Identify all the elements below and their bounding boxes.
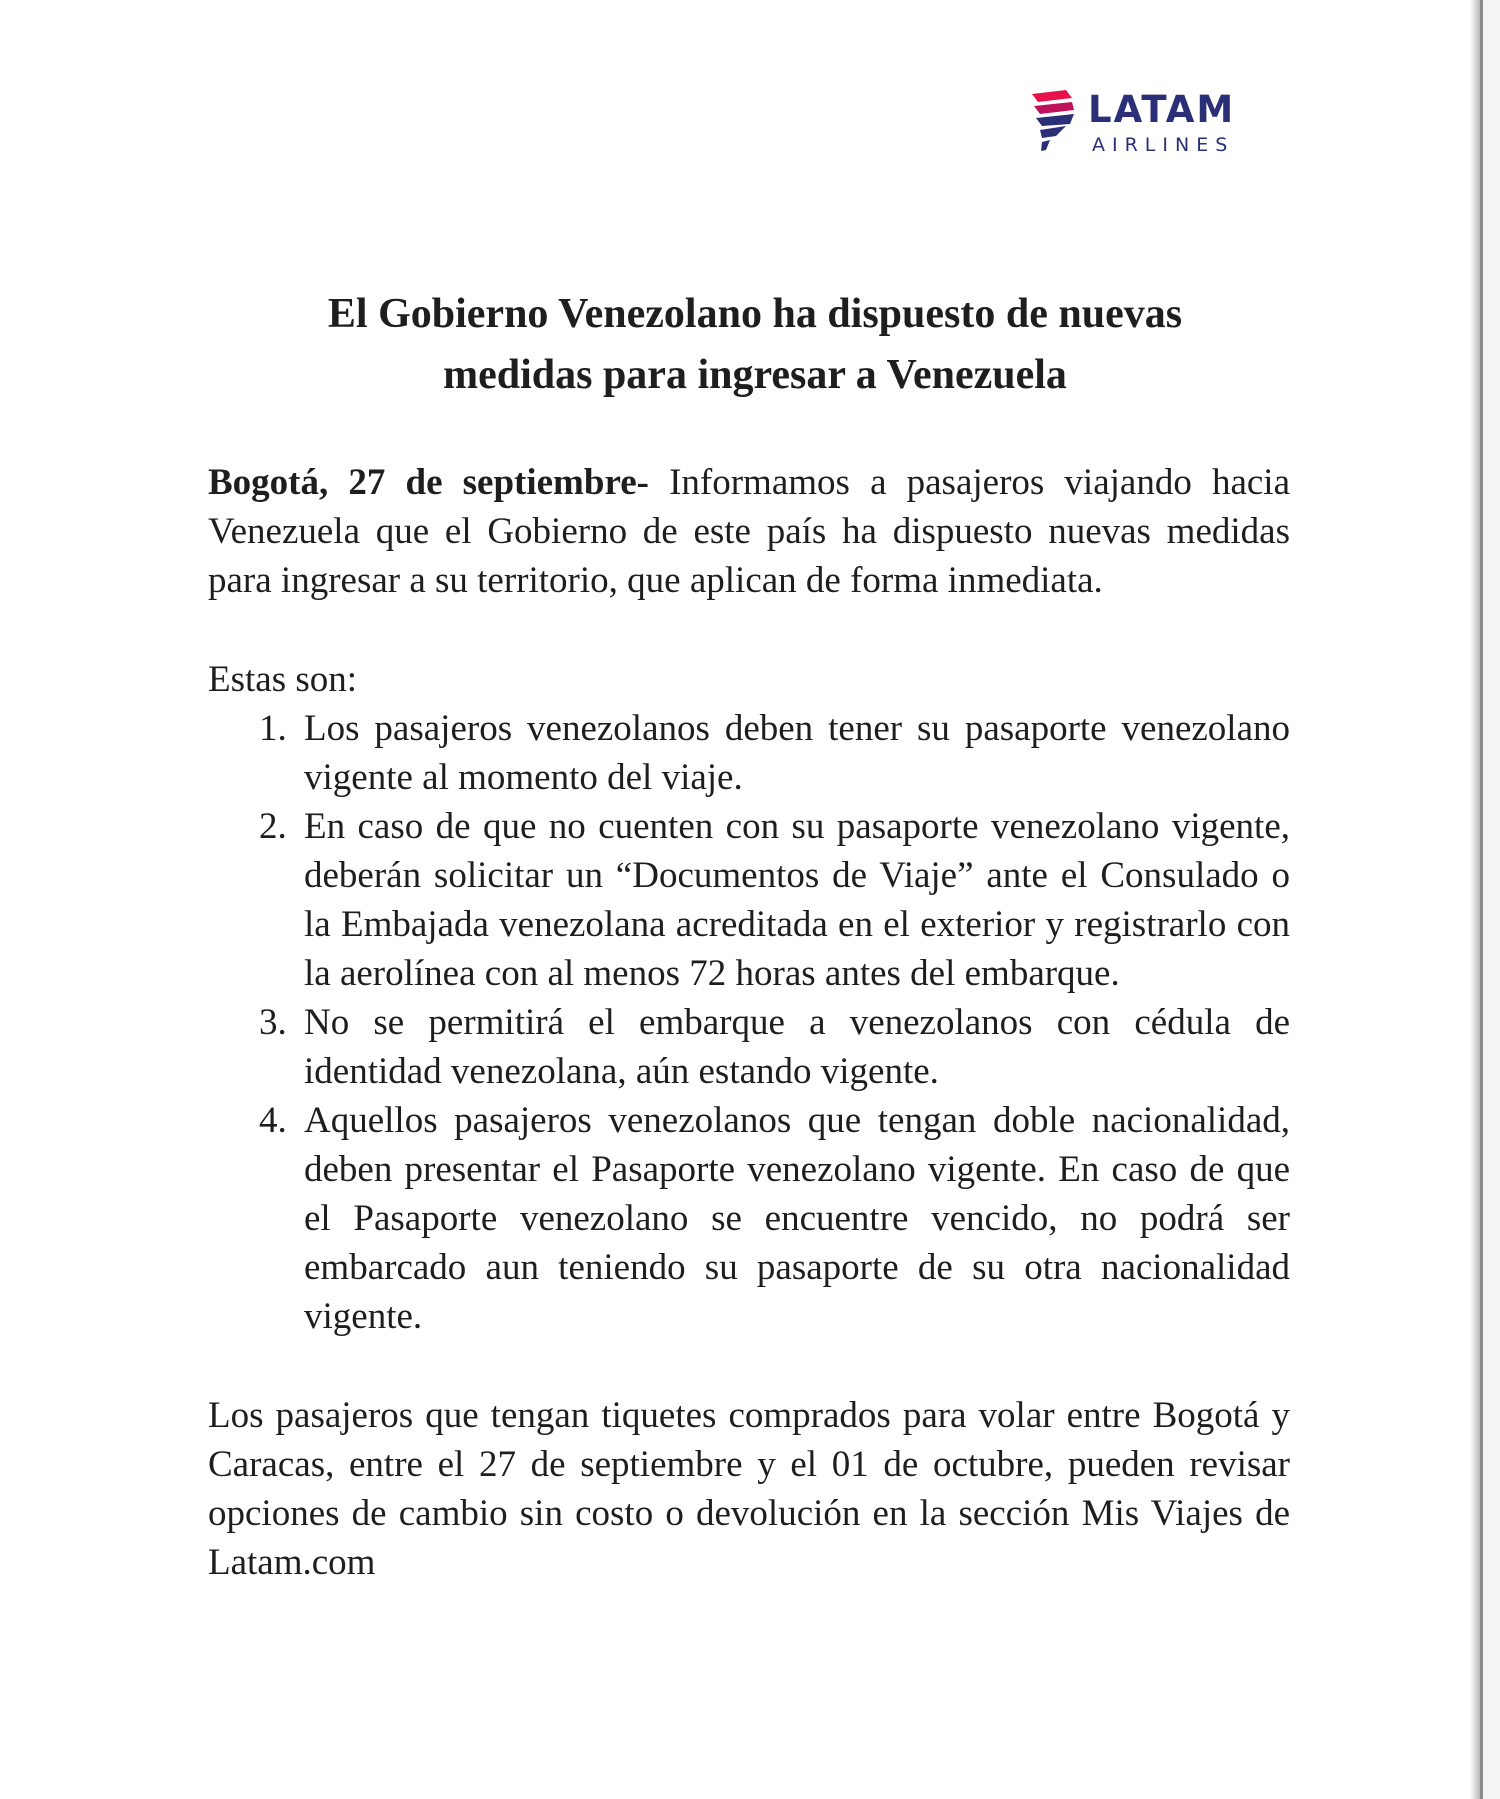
page-outer-margin [1483, 0, 1500, 1799]
measure-item-2: 2. En caso de que no cuenten con su pasaporte venezolano vigente, deberán solicitar un “Documentos de Viaje” ante el Consulado o la Embajada venezolana acreditada en el exterior y registrarlo con la aerolínea con al menos 72 horas antes del embarque. [296, 802, 1290, 998]
document-title [190, 284, 1320, 406]
title-line-1: El Gobierno Venezolano ha dispuesto de nuevas [327, 291, 1183, 337]
title-line-2: medidas para ingresar a Venezuela [443, 352, 1067, 398]
measure-item-3: 3. No se permitirá el embarque a venezolanos con cédula de identidad venezolana, aún estando vigente. [296, 998, 1290, 1096]
dateline: Bogotá, 27 de septiembre- [208, 462, 649, 503]
document-body [208, 458, 1290, 1587]
measures-label: Estas son: [208, 659, 358, 700]
measure-item-1: 1. Los pasajeros venezolanos deben tener su pasaporte venezolano vigente al momento del viaje. [296, 704, 1290, 802]
intro-paragraph [208, 458, 1290, 605]
intro-text: Informamos a pasajeros viajando hacia Venezuela que el Gobierno de este país ha dispuesto nuevas medidas para ingresar a su territorio, que aplican de forma inmediata. [208, 462, 1290, 601]
measure-item-4: 4. Aquellos pasajeros venezolanos que tengan doble nacionalidad, deben presentar el Pasaporte venezolano vigente. En caso de que el Pasaporte venezolano se encuentre vencido, no podrá ser embarcado aun teniendo su pasaporte de su otra nacionalidad vigente. [296, 1096, 1290, 1341]
latam-logo [1030, 84, 1270, 164]
logo-subtitle: AIRLINES [1092, 134, 1235, 156]
closing-paragraph: Los pasajeros que tengan tiquetes comprados para volar entre Bogotá y Caracas, entre el 27 de septiembre y el 01 de octubre, pueden revisar opciones de cambio sin costo o devolución en la sección Mis Viajes de Latam.com [208, 1395, 1290, 1583]
page-edge-shadow [1470, 0, 1480, 1799]
latam-logo-mark-icon [1030, 86, 1078, 156]
measures-list [208, 704, 1290, 1341]
logo-brand: LATAM [1088, 88, 1236, 131]
